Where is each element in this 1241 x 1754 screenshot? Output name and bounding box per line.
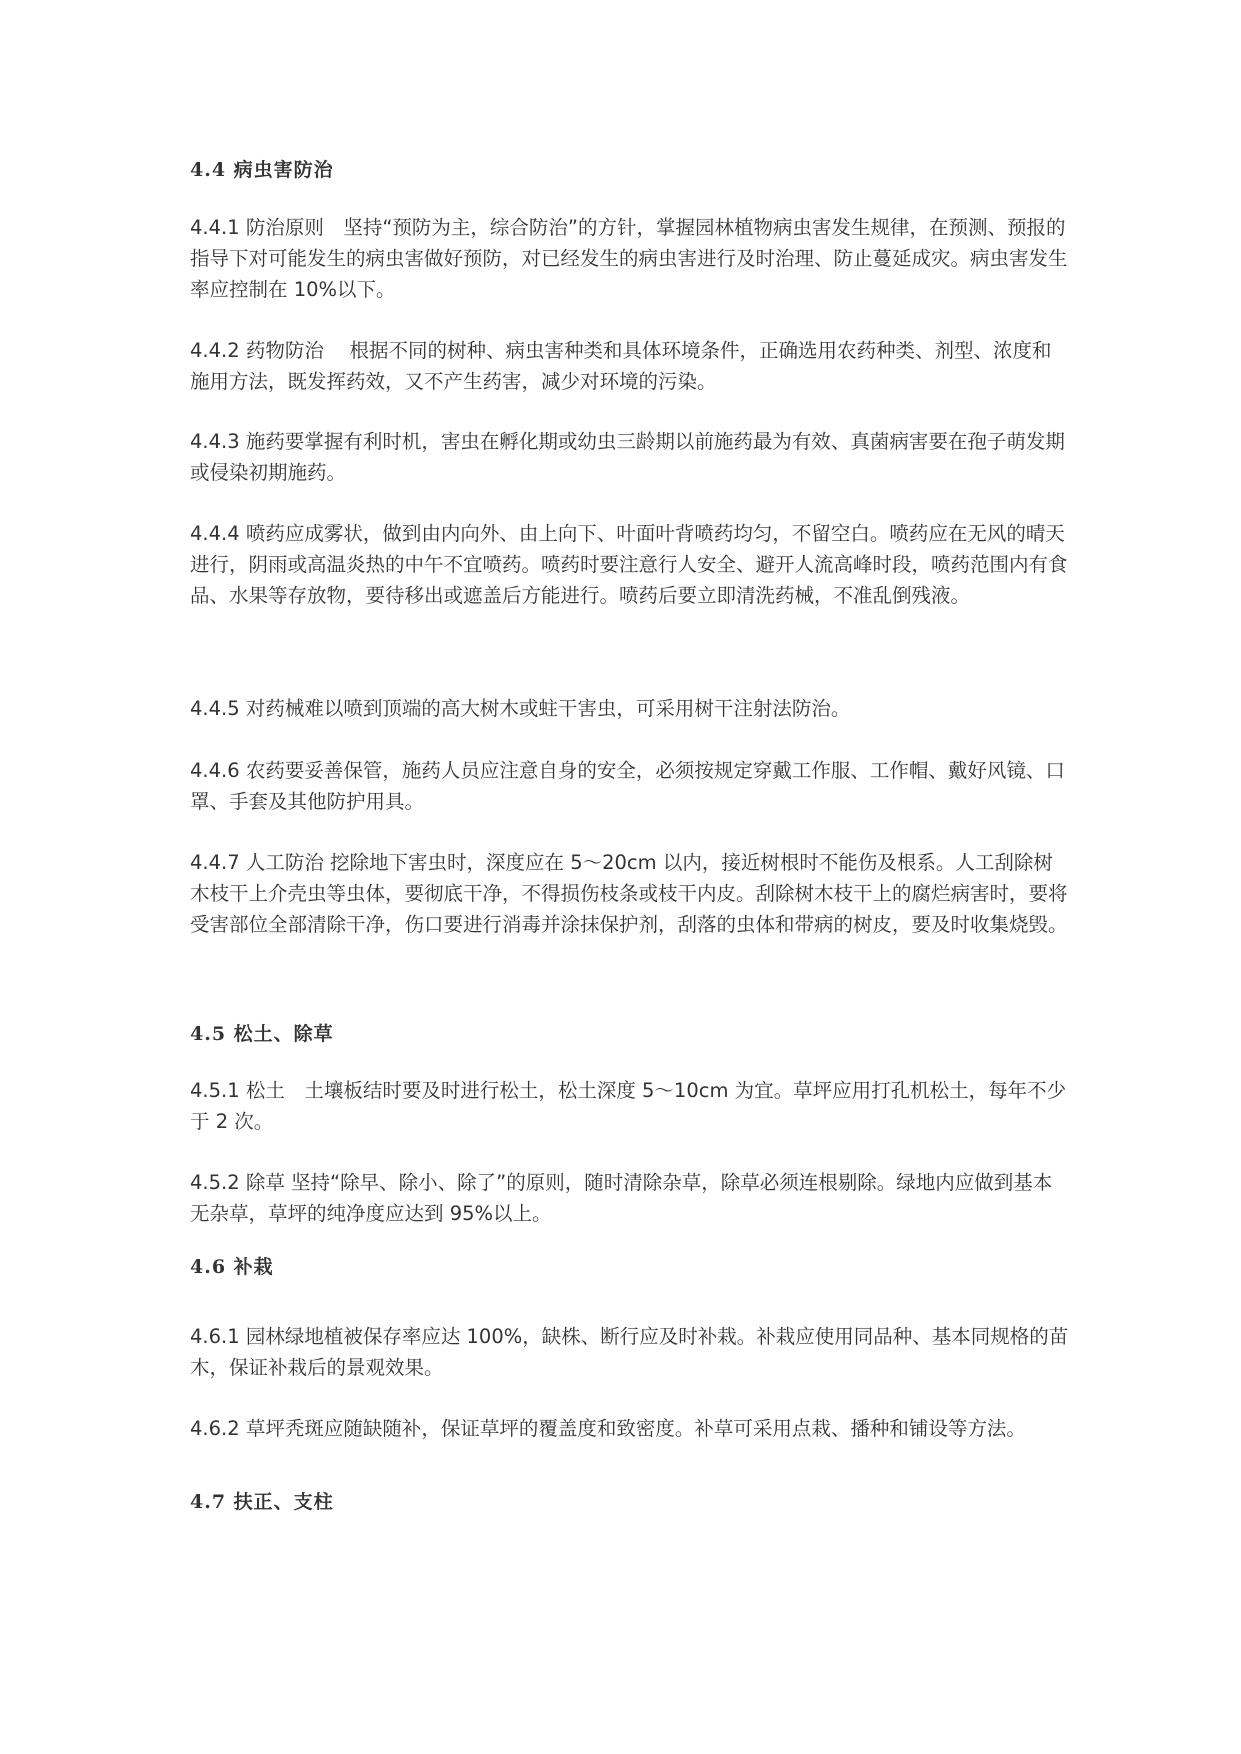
paragraph-4-4-7: 4.4.7 人工防治 挖除地下害虫时，深度应在 5～20cm 以内，接近树根时不能伤及根系。人工刮除树木枝干上介壳虫等虫体，要彻底干净，不得损伤枝条或枝干内皮。刮除树木枝干上的腐烂病害时，要将受害部位全部清除干净，伤口要进行消毒并涂抹保护剂，刮落的虫体和带病的树皮，要及时收集烧毁。 (190, 851, 1068, 936)
paragraph-4-4-6: 4.4.6 农药要妥善保管，施药人员应注意自身的安全，必须按规定穿戴工作服、工作帽、戴好风镜、口罩、手套及其他防护用具。 (190, 759, 1065, 813)
section-heading-4-6: 4.6 补栽 (190, 1256, 274, 1278)
paragraph-4-6-1: 4.6.1 园林绿地植被保存率应达 100%，缺株、断行应及时补栽。补栽应使用同品种、基本同规格的苗木，保证补栽后的景观效果。 (190, 1325, 1069, 1379)
paragraph-4-5-2: 4.5.2 除草 坚持“除早、除小、除了”的原则，随时清除杂草，除草必须连根剔除。绿地内应做到基本无杂草，草坪的纯净度应达到 95%以上。 (190, 1171, 1053, 1225)
paragraph-4-4-5: 4.4.5 对药械难以喷到顶端的高大树木或蛀干害虫，可采用树干注射法防治。 (190, 697, 851, 720)
paragraph-4-5-1: 4.5.1 松土 土壤板结时要及时进行松土，松土深度 5～10cm 为宜。草坪应用打孔机松土，每年不少于 2 次。 (190, 1079, 1067, 1133)
document-page (190, 0, 1070, 1754)
paragraph-4-6-2: 4.6.2 草坪秃斑应随缺随补，保证草坪的覆盖度和致密度。补草可采用点栽、播种和铺设等方法。 (190, 1417, 1026, 1440)
section-heading-4-4: 4.4 病虫害防治 (190, 159, 334, 181)
section-heading-4-7: 4.7 扶正、支柱 (190, 1491, 334, 1513)
paragraph-4-4-3: 4.4.3 施药要掌握有利时机，害虫在孵化期或幼虫三龄期以前施药最为有效、真菌病害要在孢子萌发期或侵染初期施药。 (190, 430, 1065, 484)
paragraph-4-4-4: 4.4.4 喷药应成雾状，做到由内向外、由上向下、叶面叶背喷药均匀，不留空白。喷药应在无风的晴天进行，阴雨或高温炎热的中午不宜喷药。喷药时要注意行人安全、避开人流高峰时段，喷药范围内有食品、水果等存放物，要待移出或遮盖后方能进行。喷药后要立即清洗药械，不准乱倒残液。 (190, 522, 1068, 607)
paragraph-4-4-2: 4.4.2 药物防治 根据不同的树种、病虫害种类和具体环境条件，正确选用农药种类、剂型、浓度和施用方法，既发挥药效，又不产生药害，减少对环境的污染。 (190, 339, 1052, 393)
paragraph-4-4-1: 4.4.1 防治原则 坚持“预防为主，综合防治”的方针，掌握园林植物病虫害发生规律，在预测、预报的指导下对可能发生的病虫害做好预防，对已经发生的病虫害进行及时治理、防止蔓延成灾。病虫害发生率应控制在 10%以下。 (190, 216, 1068, 301)
section-heading-4-5: 4.5 松土、除草 (190, 1023, 334, 1045)
